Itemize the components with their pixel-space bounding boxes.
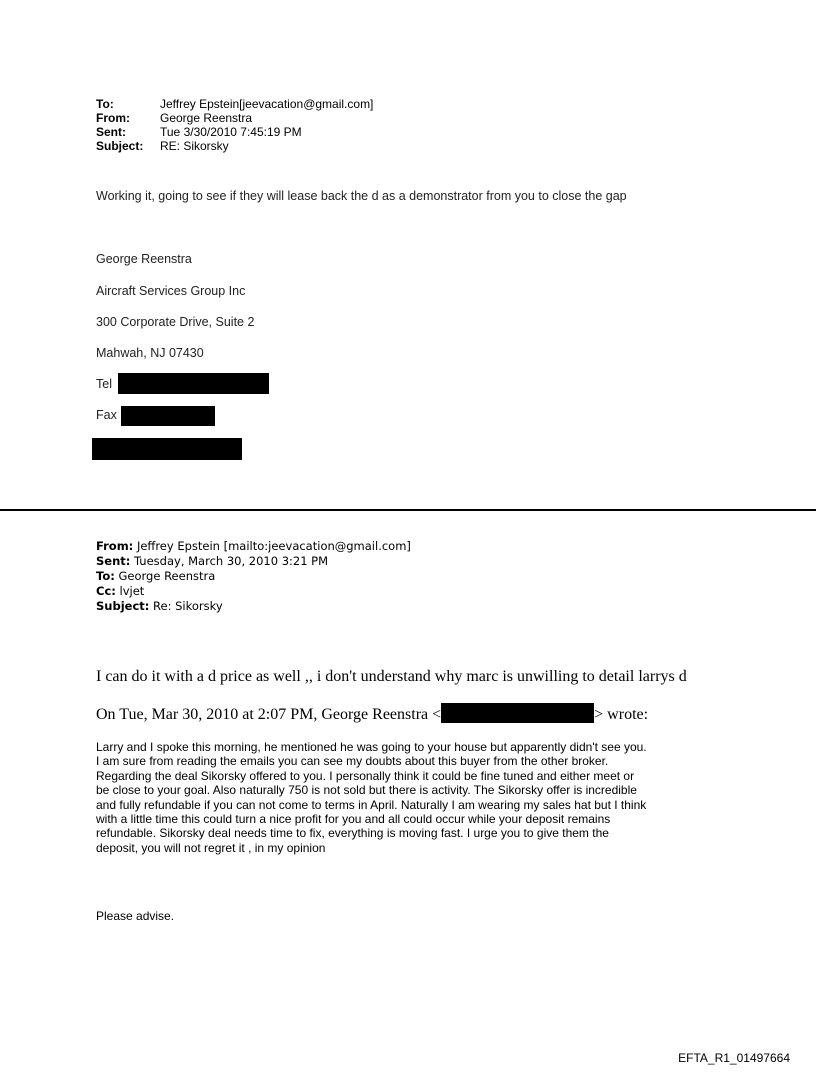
to-value: George Reenstra bbox=[118, 569, 216, 583]
redaction-quote-email bbox=[441, 703, 594, 723]
subject-label: Subject: bbox=[96, 599, 150, 613]
quoted-body: Larry and I spoke this morning, he mentioned he was going to your house but apparently didn't see you. I am sure from reading the emails you can see my doubts about this buyer from the other broker. Regarding the deal Sikorsky offered to you. I personally think it could be fine tuned and either meet or be close to your goal. Also naturally 750 is not sold but there is activity. The Sikorsky offer is incredible and fully refundable if you can not come to terms in April. Naturally I am wearing my sales hat but I think with a little time this could turn a nice profit for you and all could occur while your deposit remains refundable. Sikorsky deal needs time to fix, everything is moving fast. I urge you to give them the deposit, you will not regret it , in my opinion bbox=[96, 740, 647, 855]
email2-from-row bbox=[96, 539, 411, 554]
subject-value: Re: Sikorsky bbox=[153, 599, 223, 613]
subject-value: RE: Sikorsky bbox=[160, 139, 229, 153]
signature-company: Aircraft Services Group Inc bbox=[96, 284, 246, 298]
sent-label: Sent: bbox=[96, 554, 131, 568]
to-label: To: bbox=[96, 97, 114, 111]
sent-value: Tuesday, March 30, 2010 3:21 PM bbox=[134, 554, 329, 568]
quote-suffix: > wrote: bbox=[594, 706, 649, 723]
signature-fax-label: Fax bbox=[96, 408, 117, 422]
cc-value: lvjet bbox=[119, 584, 145, 598]
sent-value: Tue 3/30/2010 7:45:19 PM bbox=[160, 125, 302, 139]
redaction-fax bbox=[121, 406, 215, 426]
document-id: EFTA_R1_01497664 bbox=[678, 1051, 790, 1065]
to-value: Jeffrey Epstein[jeevacation@gmail.com] bbox=[160, 97, 374, 111]
to-label: To: bbox=[96, 569, 115, 583]
from-value: Jeffrey Epstein [mailto:jeevacation@gmail.com] bbox=[136, 539, 411, 553]
closing-line: Please advise. bbox=[96, 909, 175, 923]
quote-attribution bbox=[96, 703, 648, 724]
email2-to-row bbox=[96, 569, 215, 584]
redaction-tel bbox=[118, 373, 269, 394]
email-divider bbox=[0, 509, 816, 511]
cc-label: Cc: bbox=[96, 584, 116, 598]
from-label: From: bbox=[96, 539, 134, 553]
sent-label: Sent: bbox=[96, 125, 126, 139]
signature-tel-label: Tel bbox=[96, 377, 112, 391]
redaction-email bbox=[92, 438, 242, 460]
from-value: George Reenstra bbox=[160, 111, 253, 125]
subject-label: Subject: bbox=[96, 139, 144, 153]
email2-sent-row bbox=[96, 554, 328, 569]
email2-cc-row bbox=[96, 584, 144, 599]
signature-name: George Reenstra bbox=[96, 252, 192, 266]
email1-body: Working it, going to see if they will lease back the d as a demonstrator from you to close the gap bbox=[96, 189, 627, 203]
quote-prefix: On Tue, Mar 30, 2010 at 2:07 PM, George Reenstra < bbox=[96, 706, 442, 723]
email2-subject-row bbox=[96, 599, 223, 614]
signature-city: Mahwah, NJ 07430 bbox=[96, 346, 204, 360]
signature-address: 300 Corporate Drive, Suite 2 bbox=[96, 315, 255, 329]
email2-reply: I can do it with a d price as well ,, i don't understand why marc is unwilling to detail larrys d bbox=[96, 668, 687, 685]
from-label: From: bbox=[96, 111, 130, 125]
